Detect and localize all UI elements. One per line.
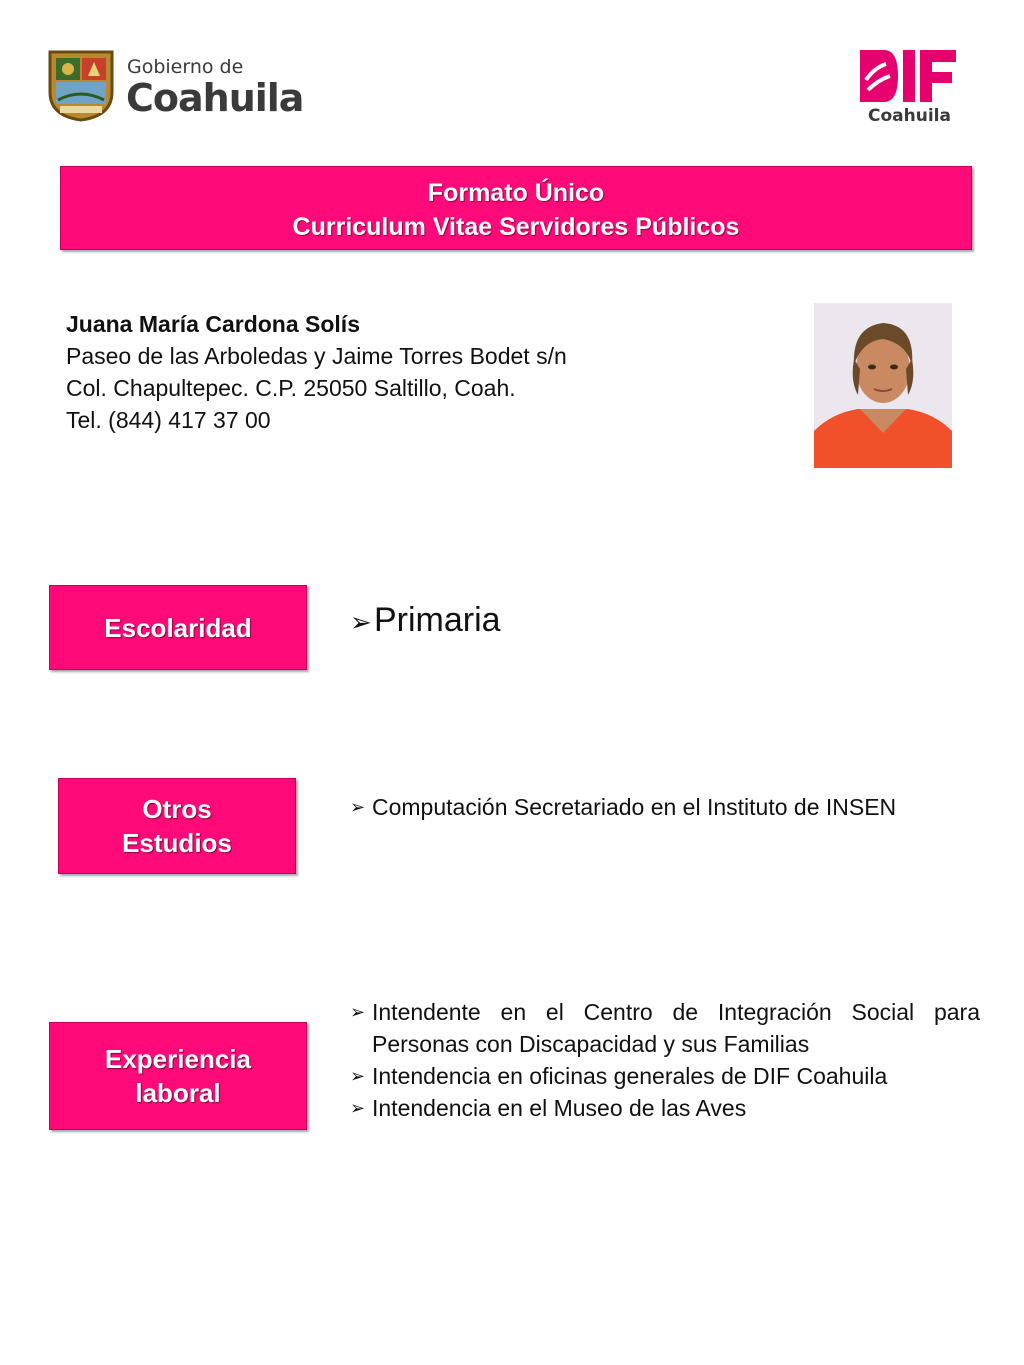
list-item — [350, 598, 501, 642]
contact-block — [66, 308, 567, 436]
gobierno-label: Gobierno de — [127, 56, 244, 78]
list-item — [350, 791, 896, 823]
portrait-image — [814, 303, 952, 468]
experiencia-list — [350, 996, 980, 1124]
address-line-2: Col. Chapultepec. C.P. 25050 Saltillo, Coah. — [66, 375, 516, 401]
experiencia-item: Intendente en el Centro de Integración Social para Personas con Discapacidad y sus Familias — [372, 999, 980, 1057]
arrow-bullet-icon: ➢ — [350, 1002, 366, 1022]
list-item — [350, 1060, 980, 1092]
person-name: Juana María Cardona Solís — [66, 311, 360, 337]
escolaridad-item: Primaria — [374, 601, 501, 639]
phone-number: Tel. (844) 417 37 00 — [66, 407, 271, 433]
arrow-bullet-icon: ➢ — [350, 797, 366, 817]
otros-label-line-1: Otros — [142, 794, 212, 824]
dif-coahuila-logo — [858, 46, 968, 128]
title-banner — [60, 166, 972, 250]
experiencia-label-box — [49, 1022, 307, 1130]
title-line-1: Formato Único — [427, 179, 605, 207]
escolaridad-label: Escolaridad — [104, 612, 252, 643]
person-photo — [814, 303, 952, 468]
otros-estudios-label-box — [58, 778, 296, 874]
otros-label-line-2: Estudios — [122, 828, 232, 858]
address-line-1: Paseo de las Arboledas y Jaime Torres Bodet s/n — [66, 343, 567, 369]
escolaridad-list — [350, 598, 501, 642]
otros-item: Computación Secretariado en el Instituto de INSEN — [372, 794, 897, 820]
list-item — [350, 1092, 980, 1124]
experiencia-item: Intendencia en el Museo de las Aves — [372, 1095, 747, 1121]
coat-of-arms-icon — [44, 46, 118, 122]
dif-logo-mark — [858, 46, 958, 106]
dif-mark-text: DIF — [858, 46, 860, 47]
arrow-bullet-icon: ➢ — [350, 1098, 366, 1118]
experiencia-label-line-1: Experiencia — [105, 1044, 251, 1074]
experiencia-item: Intendencia en oficinas generales de DIF Coahuila — [372, 1063, 888, 1089]
gobierno-coahuila-logo — [44, 46, 304, 126]
coahuila-label: Coahuila — [126, 76, 304, 120]
arrow-bullet-icon: ➢ — [350, 1066, 366, 1086]
list-item — [350, 996, 980, 1060]
otros-estudios-list — [350, 791, 896, 823]
dif-coahuila-label: Coahuila — [868, 106, 951, 126]
escolaridad-label-box — [49, 585, 307, 670]
experiencia-label-line-2: laboral — [135, 1078, 221, 1108]
title-line-2: Curriculum Vitae Servidores Públicos — [292, 213, 740, 241]
arrow-bullet-icon: ➢ — [350, 607, 372, 637]
